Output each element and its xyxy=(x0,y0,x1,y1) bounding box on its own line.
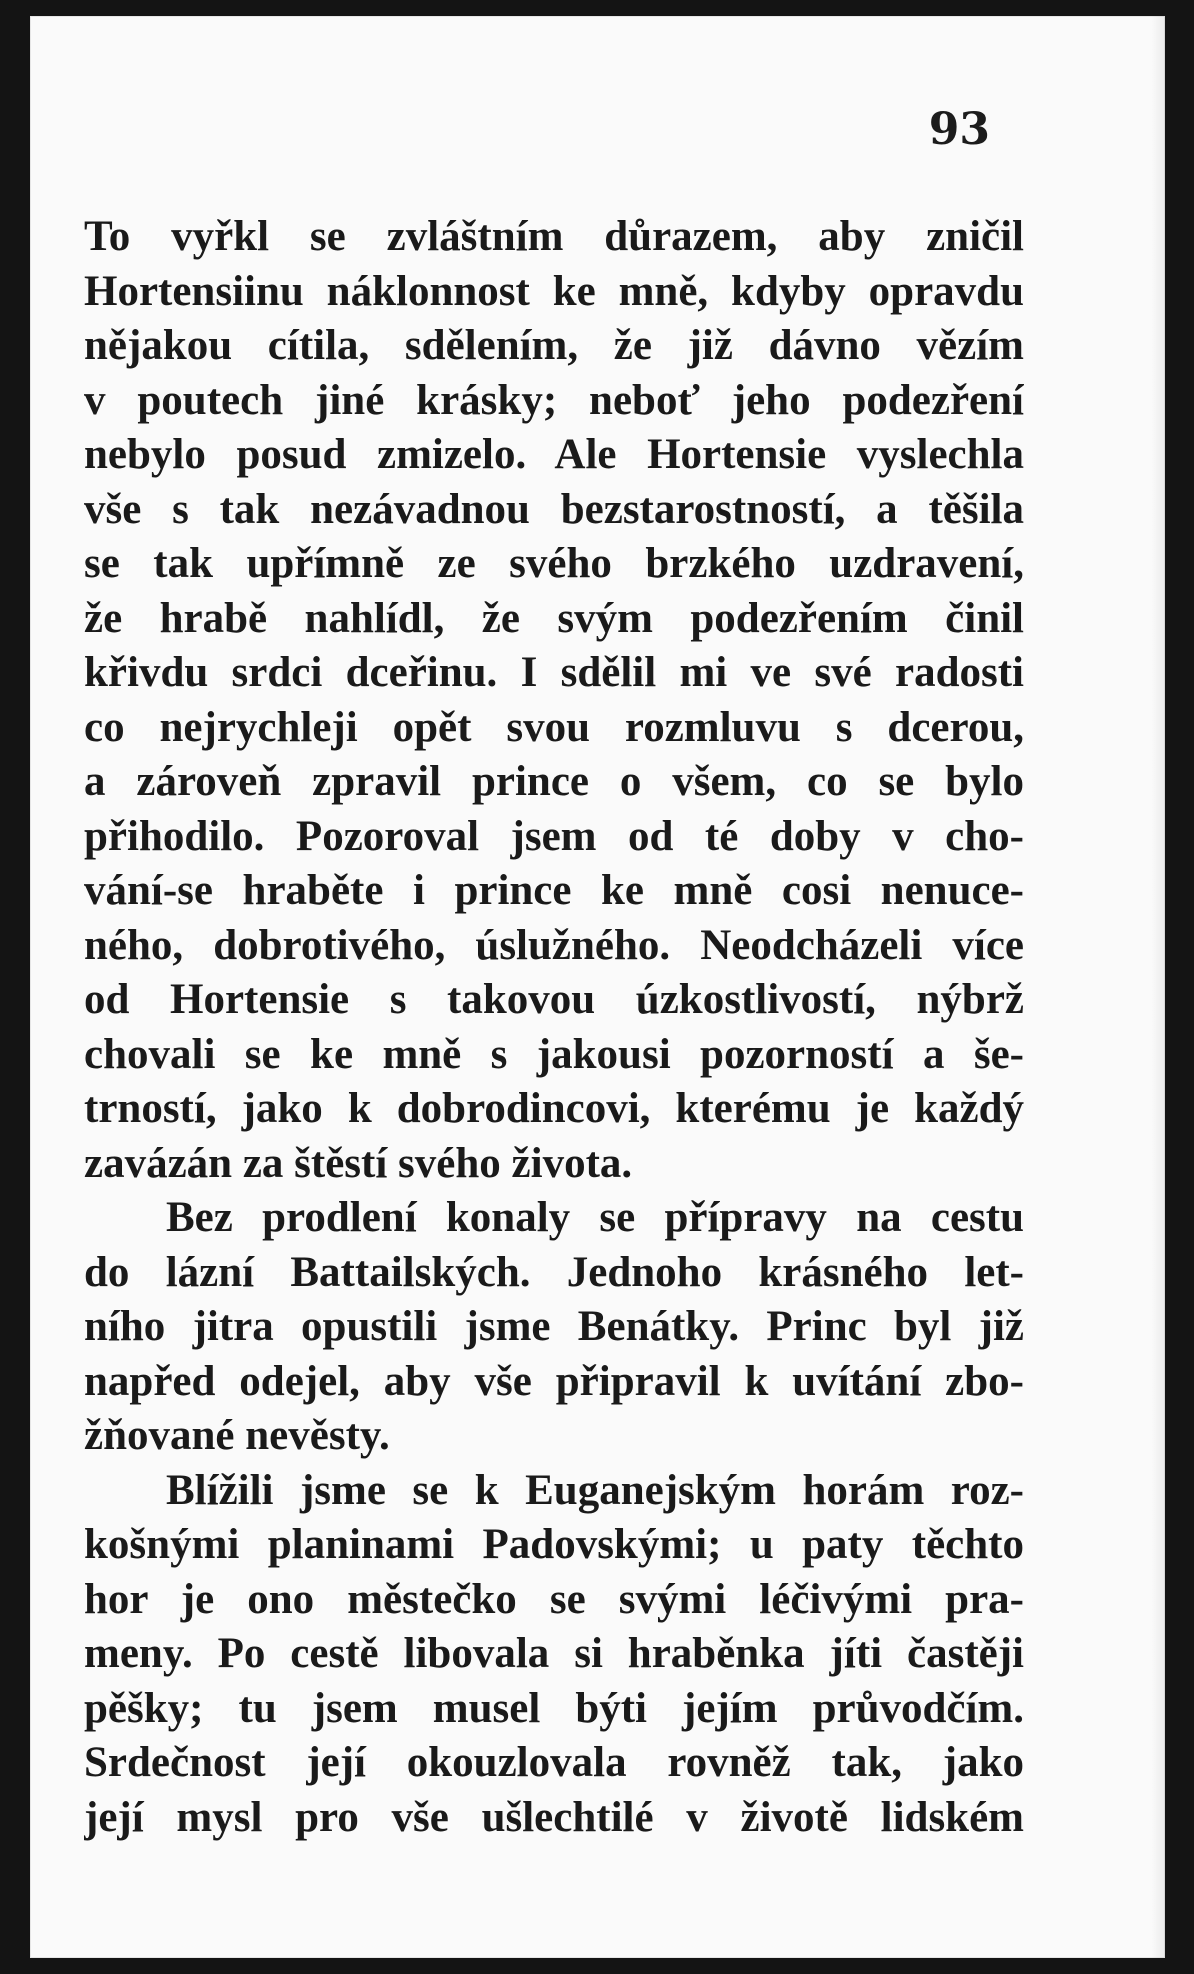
text-line: To vyřkl se zvláštním důrazem, aby zničil xyxy=(84,213,1024,260)
text-line: napřed odejel, aby vše připravil k uvítání zbo- xyxy=(84,1357,1024,1405)
text-line: vše s tak nezávadnou bezstarostností, a těšila xyxy=(84,485,1024,533)
text-line: Hortensiinu náklonnost ke mně, kdyby opravdu xyxy=(84,267,1024,315)
text-line: se tak upřímně ze svého brzkého uzdravení, xyxy=(84,540,1024,587)
page-number: 93 xyxy=(928,104,990,155)
page-edge-shadow xyxy=(1151,16,1165,1958)
text-line: vání-se hraběte i prince ke mně cosi nenuce- xyxy=(84,867,1024,914)
text-line: nějakou cítila, sdělením, že již dávno vězím xyxy=(84,322,1024,369)
text-line: Srdečnost její okouzlovala rovněž tak, jako xyxy=(84,1739,1024,1786)
text-line: hor je ono městečko se svými léčivými pra- xyxy=(84,1575,1024,1623)
text-line: do lázní Battailských. Jednoho krásného let- xyxy=(84,1248,1024,1296)
text-line: křivdu srdci dceřinu. I sdělil mi ve své radosti xyxy=(84,649,1024,696)
text-line: pěšky; tu jsem musel býti jejím průvodčím. xyxy=(84,1684,1024,1732)
text-line: ného, dobrotivého, úslužného. Neodcházeli více xyxy=(84,921,1024,969)
text-line: že hrabě nahlídl, že svým podezřením činil xyxy=(84,594,1024,642)
text-line: nebylo posud zmizelo. Ale Hortensie vyslechla xyxy=(84,431,1024,478)
text-line: její mysl pro vše ušlechtilé v životě lidském xyxy=(84,1793,1024,1841)
text-line: zavázán za štěstí svého života. xyxy=(84,1139,633,1187)
body-text xyxy=(84,210,1024,1845)
text-line: trností, jako k dobrodincovi, kterému je každý xyxy=(84,1085,1024,1132)
text-line: košnými planinami Padovskými; u paty těchto xyxy=(84,1521,1024,1568)
text-line: meny. Po cestě libovala si hraběnka jíti častěji xyxy=(84,1630,1024,1677)
text-line: Blížili jsme se k Euganejským horám roz- xyxy=(166,1466,1024,1514)
text-line: co nejrychleji opět svou rozmluvu s dcerou, xyxy=(84,703,1024,751)
text-line: ního jitra opustili jsme Benátky. Princ byl již xyxy=(84,1303,1024,1350)
text-line: přihodilo. Pozoroval jsem od té doby v cho- xyxy=(84,812,1024,860)
text-line: v poutech jiné krásky; neboť jeho podezření xyxy=(84,376,1024,424)
text-line: od Hortensie s takovou úzkostlivostí, nýbrž xyxy=(84,976,1024,1023)
text-line: a zároveň zpravil prince o všem, co se bylo xyxy=(84,758,1024,805)
book-page xyxy=(30,16,1165,1958)
text-line: Bez prodlení konaly se přípravy na cestu xyxy=(166,1194,1024,1241)
text-line: chovali se ke mně s jakousi pozorností a še- xyxy=(84,1030,1024,1078)
text-line: žňované nevěsty. xyxy=(84,1412,390,1459)
